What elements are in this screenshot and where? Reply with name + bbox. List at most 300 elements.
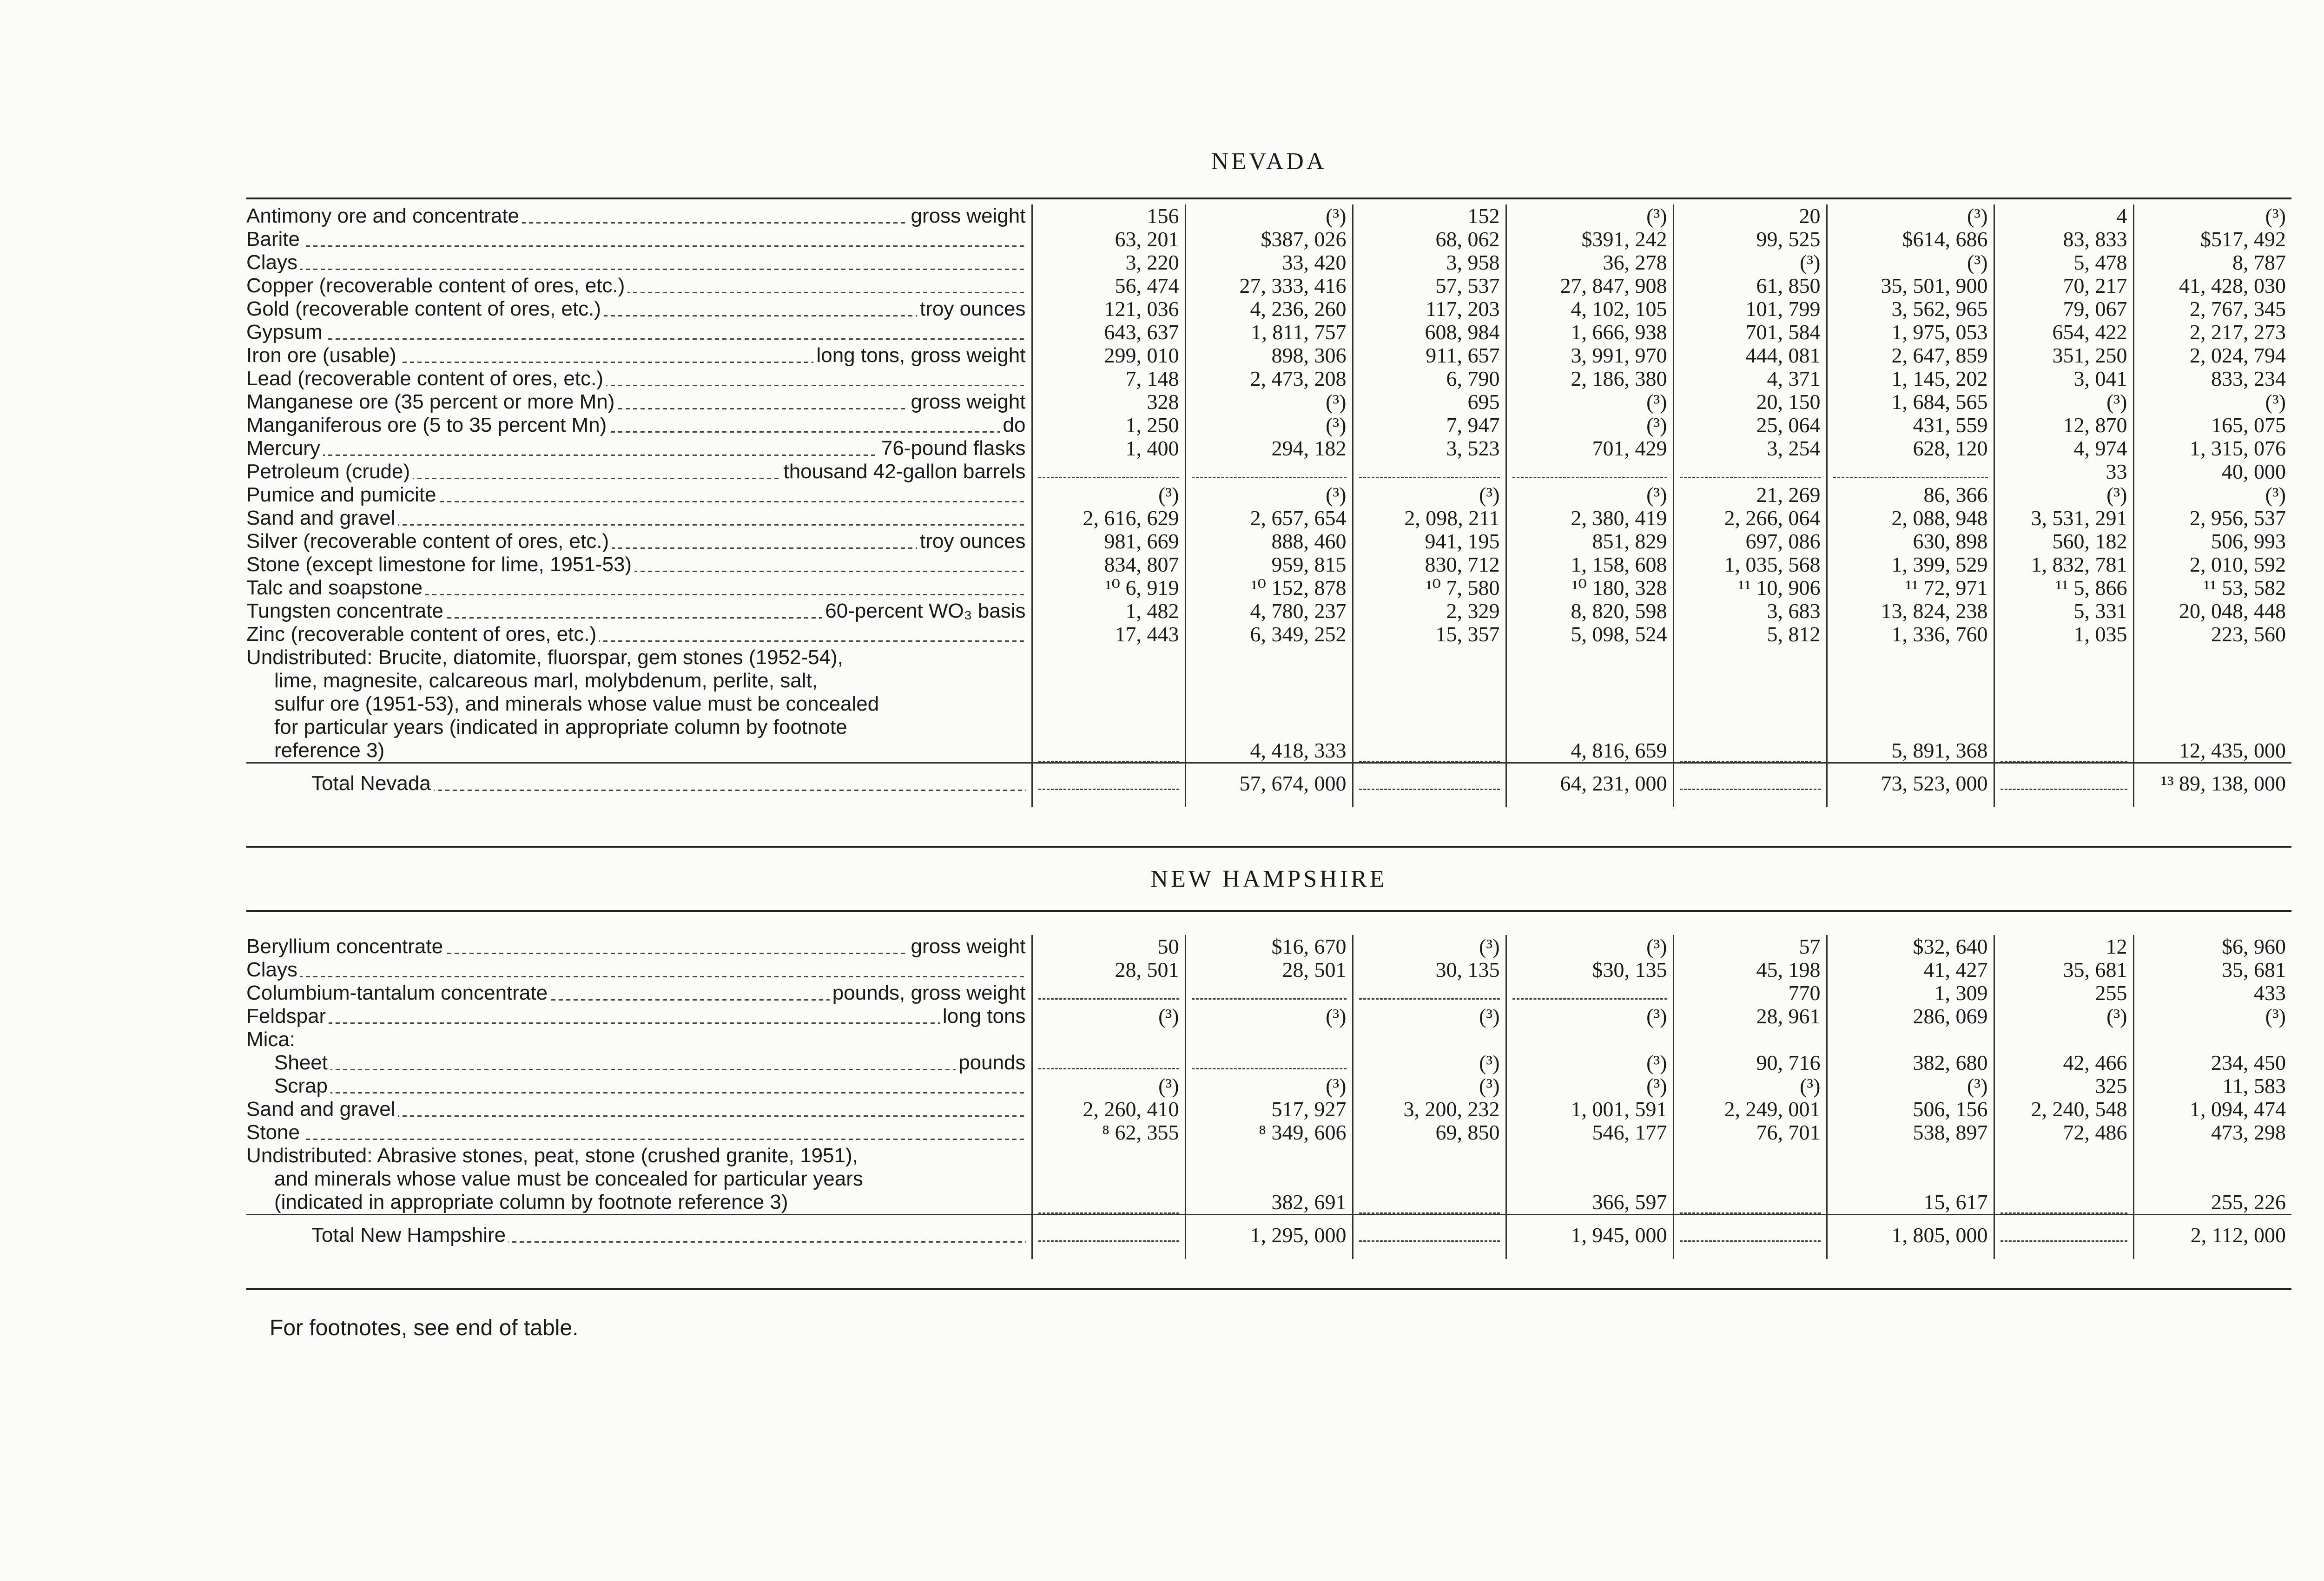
value-cell: (³) — [1185, 390, 1353, 414]
dash-leader — [1680, 1240, 1821, 1242]
value-cell — [1353, 1028, 1506, 1051]
value-cell — [1827, 1028, 1994, 1051]
row-unit: pounds, gross weight — [830, 982, 1026, 1005]
value-cell — [1994, 1144, 2133, 1215]
row-label-text: Gypsum — [246, 321, 325, 344]
value-cell: 1, 666, 938 — [1506, 321, 1673, 344]
value-cell: 6, 349, 252 — [1185, 623, 1353, 646]
row-unit: 76-pound flasks — [878, 437, 1026, 460]
table-row — [246, 414, 2291, 437]
row-label — [246, 483, 1032, 507]
value-cell: 2, 240, 548 — [1994, 1098, 2133, 1121]
value-cell — [1185, 982, 1353, 1005]
value-cell: 20, 150 — [1673, 390, 1827, 414]
value-cell: (³) — [1506, 1051, 1673, 1074]
value-cell: (³) — [1032, 483, 1185, 507]
dash-leader — [1680, 1212, 1821, 1214]
value-cell: 40, 000 — [2133, 460, 2291, 483]
row-label-text: Iron ore (usable) — [246, 344, 399, 367]
table-row — [246, 1028, 2291, 1051]
value-cell: 7, 148 — [1032, 367, 1185, 390]
value-cell: 294, 182 — [1185, 437, 1353, 460]
row-label — [246, 958, 1032, 982]
value-cell: 2, 956, 537 — [2133, 507, 2291, 530]
value-cell: 366, 597 — [1506, 1144, 1673, 1215]
value-cell: (³) — [1506, 204, 1673, 228]
row-label-text: Zinc (recoverable content of ores, etc.) — [246, 623, 599, 646]
table-row — [246, 958, 2291, 982]
value-cell: 61, 850 — [1673, 274, 1827, 297]
value-cell — [1032, 1215, 1185, 1259]
value-cell: 898, 306 — [1185, 344, 1353, 367]
value-cell: 15, 617 — [1827, 1144, 1994, 1215]
new-hampshire-bottom-rule — [246, 1288, 2291, 1290]
value-cell: 156 — [1032, 204, 1185, 228]
value-cell: 4, 974 — [1994, 437, 2133, 460]
value-cell: 33 — [1994, 460, 2133, 483]
value-cell: 117, 203 — [1353, 297, 1506, 321]
row-unit: troy ounces — [917, 297, 1025, 321]
table-row — [246, 1098, 2291, 1121]
table-row — [246, 623, 2291, 646]
value-cell: 28, 501 — [1185, 958, 1353, 982]
row-unit: do — [1000, 414, 1026, 437]
nevada-top-rule — [246, 198, 2291, 199]
value-cell: 8, 787 — [2133, 251, 2291, 274]
dash-leader — [2000, 761, 2127, 762]
dash-leader — [1192, 998, 1347, 1000]
value-cell: 2, 767, 345 — [2133, 297, 2291, 321]
table-row — [246, 1051, 2291, 1074]
value-cell: 3, 200, 232 — [1353, 1098, 1506, 1121]
value-cell: (³) — [1032, 1074, 1185, 1098]
value-cell: 630, 898 — [1827, 530, 1994, 553]
value-cell: (³) — [1185, 1074, 1353, 1098]
value-cell: (³) — [1827, 204, 1994, 228]
value-cell: 2, 657, 654 — [1185, 507, 1353, 530]
value-cell: 101, 799 — [1673, 297, 1827, 321]
row-label — [246, 763, 1032, 808]
table-row — [246, 553, 2291, 576]
value-cell: 1, 684, 565 — [1827, 390, 1994, 414]
value-cell: 2, 010, 592 — [2133, 553, 2291, 576]
value-cell: 99, 525 — [1673, 228, 1827, 251]
value-cell: 4, 102, 105 — [1506, 297, 1673, 321]
table-row — [246, 321, 2291, 344]
value-cell: 63, 201 — [1032, 228, 1185, 251]
value-cell: 2, 098, 211 — [1353, 507, 1506, 530]
undistributed-line: Undistributed: Abrasive stones, peat, stone (crushed granite, 1951), — [246, 1144, 858, 1167]
row-label-text: Sand and gravel — [246, 507, 398, 530]
value-cell: 1, 336, 760 — [1827, 623, 1994, 646]
row-label — [246, 251, 1032, 274]
value-cell: 1, 035 — [1994, 623, 2133, 646]
nevada-bottom-rule — [246, 846, 2291, 848]
value-cell — [1673, 763, 1827, 808]
undistributed-label — [246, 1144, 1032, 1215]
dash-leader — [1038, 477, 1179, 478]
value-cell: $517, 492 — [2133, 228, 2291, 251]
value-cell: ¹¹ 10, 906 — [1673, 576, 1827, 599]
value-cell — [1032, 1144, 1185, 1215]
value-cell: 83, 833 — [1994, 228, 2133, 251]
value-cell: 1, 399, 529 — [1827, 553, 1994, 576]
value-cell: 12, 435, 000 — [2133, 646, 2291, 763]
value-cell: 911, 657 — [1353, 344, 1506, 367]
value-cell: 981, 669 — [1032, 530, 1185, 553]
value-cell: (³) — [1353, 1005, 1506, 1028]
value-cell: 1, 315, 076 — [2133, 437, 2291, 460]
value-cell: (³) — [1506, 483, 1673, 507]
value-cell: 2, 473, 208 — [1185, 367, 1353, 390]
value-cell: 382, 680 — [1827, 1051, 1994, 1074]
value-cell: ¹¹ 5, 866 — [1994, 576, 2133, 599]
value-cell: 4, 780, 237 — [1185, 599, 1353, 623]
value-cell — [1506, 982, 1673, 1005]
value-cell: 3, 562, 965 — [1827, 297, 1994, 321]
value-cell: 695 — [1353, 390, 1506, 414]
row-label — [246, 344, 1032, 367]
value-cell: (³) — [2133, 390, 2291, 414]
value-cell — [1353, 1144, 1506, 1215]
table-row — [246, 460, 2291, 483]
value-cell: 1, 975, 053 — [1827, 321, 1994, 344]
dash-leader — [1359, 761, 1500, 762]
value-cell — [1185, 1028, 1353, 1051]
value-cell: 121, 036 — [1032, 297, 1185, 321]
row-label — [246, 390, 1032, 414]
value-cell: $387, 026 — [1185, 228, 1353, 251]
value-cell: 35, 681 — [1994, 958, 2133, 982]
value-cell: 5, 098, 524 — [1506, 623, 1673, 646]
value-cell: 517, 927 — [1185, 1098, 1353, 1121]
value-cell — [1994, 1215, 2133, 1259]
row-label — [246, 297, 1032, 321]
dash-leader — [1359, 477, 1500, 478]
value-cell: 506, 156 — [1827, 1098, 1994, 1121]
row-label — [246, 1051, 1032, 1074]
value-cell: 64, 231, 000 — [1506, 763, 1673, 808]
row-label-text: Feldspar — [246, 1005, 329, 1028]
footnote-note: For footnotes, see end of table. — [270, 1316, 579, 1340]
value-cell: (³) — [1673, 251, 1827, 274]
dash-leader — [1833, 477, 1988, 478]
value-cell — [1673, 460, 1827, 483]
value-cell — [1827, 460, 1994, 483]
value-cell — [1506, 1028, 1673, 1051]
value-cell: 255 — [1994, 982, 2133, 1005]
value-cell: 57, 674, 000 — [1185, 763, 1353, 808]
row-unit: gross weight — [908, 935, 1025, 958]
value-cell: (³) — [1506, 935, 1673, 958]
value-cell: (³) — [1185, 483, 1353, 507]
value-cell: (³) — [1506, 390, 1673, 414]
value-cell — [1673, 1028, 1827, 1051]
dash-leader — [1359, 1240, 1500, 1242]
value-cell: 431, 559 — [1827, 414, 1994, 437]
value-cell: $6, 960 — [2133, 935, 2291, 958]
value-cell: 3, 220 — [1032, 251, 1185, 274]
row-label-text: Pumice and pumicite — [246, 483, 439, 507]
value-cell: 13, 824, 238 — [1827, 599, 1994, 623]
row-label-text: Stone (except limestone for lime, 1951-53) — [246, 553, 634, 576]
row-label-text: Beryllium concentrate — [246, 935, 446, 958]
value-cell: 86, 366 — [1827, 483, 1994, 507]
row-label — [246, 204, 1032, 228]
value-cell: 941, 195 — [1353, 530, 1506, 553]
value-cell: ⁸ 62, 355 — [1032, 1121, 1185, 1144]
value-cell: 560, 182 — [1994, 530, 2133, 553]
value-cell: 643, 637 — [1032, 321, 1185, 344]
value-cell: 1, 158, 608 — [1506, 553, 1673, 576]
row-unit: 60-percent WO₃ basis — [822, 599, 1025, 623]
value-cell — [1353, 763, 1506, 808]
nevada-table — [246, 204, 2291, 807]
value-cell: 654, 422 — [1994, 321, 2133, 344]
value-cell: 444, 081 — [1673, 344, 1827, 367]
table-row — [246, 935, 2291, 958]
value-cell: 28, 961 — [1673, 1005, 1827, 1028]
value-cell: 608, 984 — [1353, 321, 1506, 344]
value-cell: 4 — [1994, 204, 2133, 228]
nevada-section-title: NEVADA — [1211, 148, 1327, 175]
value-cell: 1, 805, 000 — [1827, 1215, 1994, 1259]
value-cell: $30, 135 — [1506, 958, 1673, 982]
table-row — [246, 228, 2291, 251]
value-cell: 4, 236, 260 — [1185, 297, 1353, 321]
value-cell — [1673, 646, 1827, 763]
value-cell — [1032, 1028, 1185, 1051]
row-label — [246, 1098, 1032, 1121]
row-label — [246, 982, 1032, 1005]
value-cell: (³) — [1353, 935, 1506, 958]
value-cell: 1, 482 — [1032, 599, 1185, 623]
value-cell — [1353, 460, 1506, 483]
value-cell: 1, 400 — [1032, 437, 1185, 460]
row-label — [246, 1121, 1032, 1144]
dash-leader — [2000, 1212, 2127, 1214]
value-cell: 25, 064 — [1673, 414, 1827, 437]
value-cell: ¹⁰ 180, 328 — [1506, 576, 1673, 599]
row-label — [246, 530, 1032, 553]
value-cell: 628, 120 — [1827, 437, 1994, 460]
value-cell: (³) — [1827, 1074, 1994, 1098]
table-row — [246, 344, 2291, 367]
value-cell: 697, 086 — [1673, 530, 1827, 553]
value-cell: 70, 217 — [1994, 274, 2133, 297]
value-cell: 4, 816, 659 — [1506, 646, 1673, 763]
value-cell: (³) — [1185, 1005, 1353, 1028]
value-cell: 41, 428, 030 — [2133, 274, 2291, 297]
value-cell: 79, 067 — [1994, 297, 2133, 321]
undistributed-row — [246, 646, 2291, 763]
value-cell — [1032, 460, 1185, 483]
value-cell: 473, 298 — [2133, 1121, 2291, 1144]
value-cell: $16, 670 — [1185, 935, 1353, 958]
value-cell: 5, 478 — [1994, 251, 2133, 274]
value-cell: 35, 681 — [2133, 958, 2291, 982]
value-cell — [1032, 763, 1185, 808]
table-row — [246, 1074, 2291, 1098]
value-cell — [1673, 1144, 1827, 1215]
value-cell: 28, 501 — [1032, 958, 1185, 982]
row-label — [246, 1005, 1032, 1028]
value-cell: (³) — [1353, 1051, 1506, 1074]
value-cell: 3, 523 — [1353, 437, 1506, 460]
value-cell: 4, 418, 333 — [1185, 646, 1353, 763]
row-label — [246, 367, 1032, 390]
value-cell: 73, 523, 000 — [1827, 763, 1994, 808]
table-row — [246, 507, 2291, 530]
value-cell: 701, 584 — [1673, 321, 1827, 344]
undistributed-line: sulfur ore (1951-53), and minerals whose value must be concealed — [274, 692, 879, 715]
table-row — [246, 599, 2291, 623]
dash-leader — [1680, 477, 1821, 478]
value-cell: 27, 847, 908 — [1506, 274, 1673, 297]
row-label-text: Sheet — [246, 1051, 330, 1074]
row-label-text: Petroleum (crude) — [246, 460, 413, 483]
dash-leader — [1038, 761, 1179, 762]
value-cell: 234, 450 — [2133, 1051, 2291, 1074]
dash-leader — [1192, 477, 1347, 478]
value-cell: 68, 062 — [1353, 228, 1506, 251]
value-cell: 255, 226 — [2133, 1144, 2291, 1215]
value-cell: 3, 531, 291 — [1994, 507, 2133, 530]
row-label-text: Clays — [246, 958, 300, 982]
undistributed-line: Undistributed: Brucite, diatomite, fluorspar, gem stones (1952-54), — [246, 646, 843, 669]
value-cell: ¹⁰ 152, 878 — [1185, 576, 1353, 599]
value-cell: 1, 295, 000 — [1185, 1215, 1353, 1259]
value-cell: (³) — [2133, 483, 2291, 507]
table-row — [246, 367, 2291, 390]
value-cell: 56, 474 — [1032, 274, 1185, 297]
value-cell: 152 — [1353, 204, 1506, 228]
row-label-text: Antimony ore and concentrate — [246, 204, 522, 228]
value-cell — [1185, 1051, 1353, 1074]
value-cell: 3, 041 — [1994, 367, 2133, 390]
undistributed-line: (indicated in appropriate column by footnote reference 3) — [274, 1191, 788, 1213]
value-cell: 1, 094, 474 — [2133, 1098, 2291, 1121]
value-cell: 701, 429 — [1506, 437, 1673, 460]
value-cell: 7, 947 — [1353, 414, 1506, 437]
value-cell: 286, 069 — [1827, 1005, 1994, 1028]
table-row — [246, 530, 2291, 553]
row-label-text: Copper (recoverable content of ores, etc.) — [246, 274, 627, 297]
value-cell: 1, 001, 591 — [1506, 1098, 1673, 1121]
value-cell: 5, 812 — [1673, 623, 1827, 646]
row-label — [246, 599, 1032, 623]
value-cell — [1994, 646, 2133, 763]
value-cell: 833, 234 — [2133, 367, 2291, 390]
row-label-text: Manganiferous ore (5 to 35 percent Mn) — [246, 414, 609, 437]
table-row — [246, 483, 2291, 507]
row-label — [246, 623, 1032, 646]
dash-leader — [1680, 761, 1821, 762]
value-cell: 546, 177 — [1506, 1121, 1673, 1144]
row-label — [246, 274, 1032, 297]
table-row — [246, 251, 2291, 274]
value-cell: 57, 537 — [1353, 274, 1506, 297]
row-label — [246, 553, 1032, 576]
row-label-text: Manganese ore (35 percent or more Mn) — [246, 390, 617, 414]
row-label — [246, 1215, 1032, 1259]
row-unit: troy ounces — [917, 530, 1025, 553]
value-cell: 1, 145, 202 — [1827, 367, 1994, 390]
value-cell: 506, 993 — [2133, 530, 2291, 553]
value-cell: $614, 686 — [1827, 228, 1994, 251]
value-cell: 1, 811, 757 — [1185, 321, 1353, 344]
value-cell — [2133, 1028, 2291, 1051]
dash-leader — [1359, 1212, 1500, 1214]
value-cell: 2, 186, 380 — [1506, 367, 1673, 390]
new-hampshire-table — [246, 935, 2291, 1259]
value-cell: 834, 807 — [1032, 553, 1185, 576]
row-label-text: Tungsten concentrate — [246, 599, 446, 623]
value-cell: 17, 443 — [1032, 623, 1185, 646]
value-cell: 2, 217, 273 — [2133, 321, 2291, 344]
value-cell — [1032, 646, 1185, 763]
value-cell: 12 — [1994, 935, 2133, 958]
row-label — [246, 414, 1032, 437]
value-cell: (³) — [1994, 390, 2133, 414]
table-row — [246, 437, 2291, 460]
table-row — [246, 390, 2291, 414]
row-label-text: Total New Hampshire — [311, 1224, 508, 1247]
row-unit: pounds — [956, 1051, 1025, 1074]
row-label-text: Sand and gravel — [246, 1098, 398, 1121]
value-cell — [1994, 1028, 2133, 1051]
row-label — [246, 437, 1032, 460]
total-row — [246, 763, 2291, 808]
value-cell: 3, 683 — [1673, 599, 1827, 623]
value-cell — [1353, 646, 1506, 763]
row-unit: gross weight — [908, 390, 1025, 414]
value-cell — [1032, 982, 1185, 1005]
value-cell: (³) — [1353, 483, 1506, 507]
value-cell: 35, 501, 900 — [1827, 274, 1994, 297]
value-cell: (³) — [2133, 204, 2291, 228]
row-label — [246, 576, 1032, 599]
value-cell: 27, 333, 416 — [1185, 274, 1353, 297]
value-cell: 3, 254 — [1673, 437, 1827, 460]
value-cell: 165, 075 — [2133, 414, 2291, 437]
row-label — [246, 507, 1032, 530]
value-cell — [1185, 460, 1353, 483]
value-cell — [1353, 1215, 1506, 1259]
table-row — [246, 204, 2291, 228]
row-label-text: Stone — [246, 1121, 303, 1144]
value-cell: 2, 647, 859 — [1827, 344, 1994, 367]
value-cell: 41, 427 — [1827, 958, 1994, 982]
value-cell: 2, 088, 948 — [1827, 507, 1994, 530]
value-cell: 50 — [1032, 935, 1185, 958]
value-cell: (³) — [1506, 1005, 1673, 1028]
value-cell — [1353, 982, 1506, 1005]
value-cell: 8, 820, 598 — [1506, 599, 1673, 623]
row-unit: long tons — [940, 1005, 1026, 1028]
value-cell: (³) — [1185, 414, 1353, 437]
dash-leader — [1512, 477, 1667, 478]
value-cell: 2, 024, 794 — [2133, 344, 2291, 367]
value-cell: 351, 250 — [1994, 344, 2133, 367]
new-hampshire-section-title: NEW HAMPSHIRE — [1150, 866, 1387, 892]
value-cell: 45, 198 — [1673, 958, 1827, 982]
value-cell: 325 — [1994, 1074, 2133, 1098]
value-cell: 433 — [2133, 982, 2291, 1005]
value-cell: $391, 242 — [1506, 228, 1673, 251]
value-cell: 299, 010 — [1032, 344, 1185, 367]
value-cell: ¹⁰ 7, 580 — [1353, 576, 1506, 599]
